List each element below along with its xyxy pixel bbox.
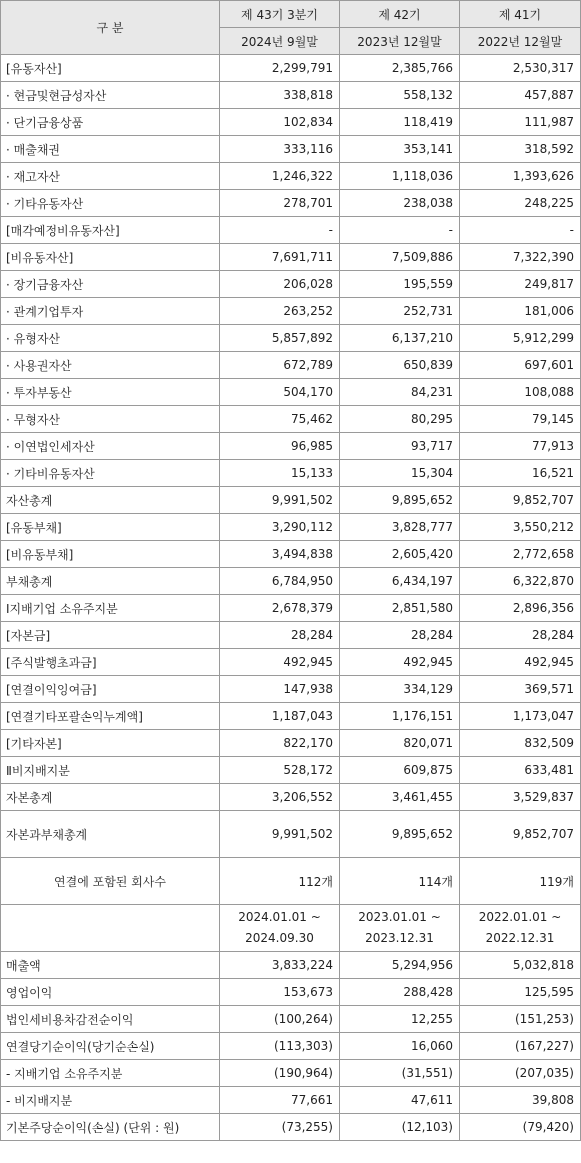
row-value: 3,550,212 xyxy=(460,514,581,541)
row-value: 318,592 xyxy=(460,136,581,163)
row-value: 39,808 xyxy=(460,1087,581,1114)
header-period: 제 43기 3분기 xyxy=(220,1,340,28)
row-value: 79,145 xyxy=(460,406,581,433)
row-value: 28,284 xyxy=(220,622,340,649)
table-row xyxy=(1,136,581,163)
row-value: 5,912,299 xyxy=(460,325,581,352)
row-value: 492,945 xyxy=(220,649,340,676)
row-label: - 비지배지분 xyxy=(1,1087,220,1114)
row-value: 153,673 xyxy=(220,979,340,1006)
table-row xyxy=(1,1114,581,1141)
row-value: 263,252 xyxy=(220,298,340,325)
row-value: 119개 xyxy=(460,858,581,905)
table-row xyxy=(1,55,581,82)
row-value: 333,116 xyxy=(220,136,340,163)
row-value: 96,985 xyxy=(220,433,340,460)
blank-cell xyxy=(1,905,220,952)
row-value: 206,028 xyxy=(220,271,340,298)
row-value: 5,032,818 xyxy=(460,952,581,979)
row-label: Ⅰ지배기업 소유주지분 xyxy=(1,595,220,622)
row-value: 2,896,356 xyxy=(460,595,581,622)
row-value: 1,118,036 xyxy=(340,163,460,190)
row-value: 558,132 xyxy=(340,82,460,109)
row-value: 3,290,112 xyxy=(220,514,340,541)
row-value: 1,393,626 xyxy=(460,163,581,190)
row-value: 6,137,210 xyxy=(340,325,460,352)
row-value: 457,887 xyxy=(460,82,581,109)
row-value: 5,294,956 xyxy=(340,952,460,979)
income-period-cell xyxy=(460,905,581,952)
table-row xyxy=(1,352,581,379)
table-row xyxy=(1,541,581,568)
row-value: 7,322,390 xyxy=(460,244,581,271)
row-value: 334,129 xyxy=(340,676,460,703)
header-period: 제 42기 xyxy=(340,1,460,28)
row-value: 528,172 xyxy=(220,757,340,784)
table-row xyxy=(1,163,581,190)
table-row xyxy=(1,379,581,406)
row-label: · 재고자산 xyxy=(1,163,220,190)
row-value: 2,385,766 xyxy=(340,55,460,82)
table-row xyxy=(1,979,581,1006)
row-value: 3,529,837 xyxy=(460,784,581,811)
row-value: 114개 xyxy=(340,858,460,905)
table-row xyxy=(1,271,581,298)
period-end: 2022.12.31 xyxy=(485,931,555,945)
header-date: 2022년 12월말 xyxy=(460,28,581,55)
row-label: Ⅱ비지배지분 xyxy=(1,757,220,784)
row-value: (73,255) xyxy=(220,1114,340,1141)
row-value: (31,551) xyxy=(340,1060,460,1087)
row-value: 9,991,502 xyxy=(220,487,340,514)
row-value: 147,938 xyxy=(220,676,340,703)
row-label: · 사용권자산 xyxy=(1,352,220,379)
row-value: 108,088 xyxy=(460,379,581,406)
row-value: 1,187,043 xyxy=(220,703,340,730)
table-row xyxy=(1,676,581,703)
row-value: 822,170 xyxy=(220,730,340,757)
period-start: 2022.01.01 ~ xyxy=(478,910,562,924)
row-value: 9,895,652 xyxy=(340,487,460,514)
table-row xyxy=(1,487,581,514)
row-value: 2,299,791 xyxy=(220,55,340,82)
row-value: 111,987 xyxy=(460,109,581,136)
row-value: 77,661 xyxy=(220,1087,340,1114)
table-row xyxy=(1,406,581,433)
row-value: 47,611 xyxy=(340,1087,460,1114)
table-row xyxy=(1,298,581,325)
period-start: 2023.01.01 ~ xyxy=(358,910,441,924)
row-label: · 이연법인세자산 xyxy=(1,433,220,460)
table-row xyxy=(1,952,581,979)
row-label: · 관계기업투자 xyxy=(1,298,220,325)
row-label: [연결기타포괄손익누계액] xyxy=(1,703,220,730)
row-value: 288,428 xyxy=(340,979,460,1006)
row-value: 3,206,552 xyxy=(220,784,340,811)
row-value: 16,521 xyxy=(460,460,581,487)
row-value: 672,789 xyxy=(220,352,340,379)
row-value: 7,509,886 xyxy=(340,244,460,271)
row-value: 353,141 xyxy=(340,136,460,163)
row-value: 77,913 xyxy=(460,433,581,460)
row-label: · 기타비유동자산 xyxy=(1,460,220,487)
row-value: 15,133 xyxy=(220,460,340,487)
row-value: 80,295 xyxy=(340,406,460,433)
row-value: 492,945 xyxy=(340,649,460,676)
row-value: 6,784,950 xyxy=(220,568,340,595)
row-value: 6,434,197 xyxy=(340,568,460,595)
row-value: 1,176,151 xyxy=(340,703,460,730)
row-value: (151,253) xyxy=(460,1006,581,1033)
row-value: 820,071 xyxy=(340,730,460,757)
row-value: 238,038 xyxy=(340,190,460,217)
row-value: 3,461,455 xyxy=(340,784,460,811)
row-value: 832,509 xyxy=(460,730,581,757)
row-value: 2,772,658 xyxy=(460,541,581,568)
row-value: (207,035) xyxy=(460,1060,581,1087)
row-label: 영업이익 xyxy=(1,979,220,1006)
row-label: · 기타유동자산 xyxy=(1,190,220,217)
row-value: 84,231 xyxy=(340,379,460,406)
income-period-cell xyxy=(220,905,340,952)
table-row xyxy=(1,460,581,487)
row-label: · 단기금융상품 xyxy=(1,109,220,136)
table-row xyxy=(1,784,581,811)
row-label: · 현금및현금성자산 xyxy=(1,82,220,109)
row-value: (113,303) xyxy=(220,1033,340,1060)
table-row xyxy=(1,433,581,460)
row-label: - 지배기업 소유주지분 xyxy=(1,1060,220,1087)
row-value: 338,818 xyxy=(220,82,340,109)
table-row xyxy=(1,1033,581,1060)
row-value: 1,173,047 xyxy=(460,703,581,730)
row-value: 2,678,379 xyxy=(220,595,340,622)
row-value: (12,103) xyxy=(340,1114,460,1141)
table-row xyxy=(1,514,581,541)
consolidated-companies-row xyxy=(1,858,581,905)
row-value: 2,851,580 xyxy=(340,595,460,622)
row-label: [매각예정비유동자산] xyxy=(1,217,220,244)
period-start: 2024.01.01 ~ xyxy=(238,910,321,924)
period-end: 2023.12.31 xyxy=(365,931,434,945)
income-period-cell xyxy=(340,905,460,952)
row-value: 1,246,322 xyxy=(220,163,340,190)
row-value: 3,833,224 xyxy=(220,952,340,979)
table-row xyxy=(1,1060,581,1087)
header-row-periods xyxy=(1,1,581,28)
row-label: 자산총계 xyxy=(1,487,220,514)
row-value: 504,170 xyxy=(220,379,340,406)
row-value: 15,304 xyxy=(340,460,460,487)
row-label: [주식발행초과금] xyxy=(1,649,220,676)
table-row xyxy=(1,82,581,109)
table-row xyxy=(1,1087,581,1114)
row-value: 28,284 xyxy=(340,622,460,649)
row-label: [자본금] xyxy=(1,622,220,649)
row-value: 633,481 xyxy=(460,757,581,784)
row-value: 697,601 xyxy=(460,352,581,379)
period-end: 2024.09.30 xyxy=(245,931,314,945)
row-label: · 유형자산 xyxy=(1,325,220,352)
table-row xyxy=(1,757,581,784)
table-row xyxy=(1,109,581,136)
row-value: 181,006 xyxy=(460,298,581,325)
row-value: 650,839 xyxy=(340,352,460,379)
row-value: 249,817 xyxy=(460,271,581,298)
row-value: - xyxy=(220,217,340,244)
row-value: 118,419 xyxy=(340,109,460,136)
row-value: 9,991,502 xyxy=(220,811,340,858)
row-value: 369,571 xyxy=(460,676,581,703)
row-label: [유동부채] xyxy=(1,514,220,541)
row-label: [비유동자산] xyxy=(1,244,220,271)
table-row xyxy=(1,568,581,595)
row-value: 9,852,707 xyxy=(460,487,581,514)
row-value: 16,060 xyxy=(340,1033,460,1060)
table-row xyxy=(1,730,581,757)
table-row xyxy=(1,1006,581,1033)
row-label: 자본과부채총계 xyxy=(1,811,220,858)
row-value: 2,530,317 xyxy=(460,55,581,82)
table-row xyxy=(1,244,581,271)
row-label: · 장기금융자산 xyxy=(1,271,220,298)
row-label: 매출액 xyxy=(1,952,220,979)
row-label: [기타자본] xyxy=(1,730,220,757)
row-value: 5,857,892 xyxy=(220,325,340,352)
row-value: (100,264) xyxy=(220,1006,340,1033)
row-label: · 무형자산 xyxy=(1,406,220,433)
row-label: · 투자부동산 xyxy=(1,379,220,406)
row-value: 102,834 xyxy=(220,109,340,136)
row-value: 28,284 xyxy=(460,622,581,649)
row-value: 252,731 xyxy=(340,298,460,325)
header-date: 2023년 12월말 xyxy=(340,28,460,55)
row-value: (190,964) xyxy=(220,1060,340,1087)
row-label: · 매출채권 xyxy=(1,136,220,163)
row-value: 7,691,711 xyxy=(220,244,340,271)
table-row xyxy=(1,703,581,730)
row-value: 75,462 xyxy=(220,406,340,433)
row-value: 278,701 xyxy=(220,190,340,217)
row-label: [유동자산] xyxy=(1,55,220,82)
table-row xyxy=(1,649,581,676)
income-period-row xyxy=(1,905,581,952)
row-label: 법인세비용차감전순이익 xyxy=(1,1006,220,1033)
row-value: 12,255 xyxy=(340,1006,460,1033)
row-value: 125,595 xyxy=(460,979,581,1006)
row-value: 6,322,870 xyxy=(460,568,581,595)
row-label: [비유동부채] xyxy=(1,541,220,568)
row-value: 248,225 xyxy=(460,190,581,217)
row-value: 9,895,652 xyxy=(340,811,460,858)
row-value: 195,559 xyxy=(340,271,460,298)
row-value: 93,717 xyxy=(340,433,460,460)
table-row xyxy=(1,595,581,622)
row-value: 3,494,838 xyxy=(220,541,340,568)
row-value: 609,875 xyxy=(340,757,460,784)
row-value: 112개 xyxy=(220,858,340,905)
row-label: 연결당기순이익(당기순손실) xyxy=(1,1033,220,1060)
table-row xyxy=(1,217,581,244)
row-value: 3,828,777 xyxy=(340,514,460,541)
total-liabilities-equity-row xyxy=(1,811,581,858)
table-row xyxy=(1,325,581,352)
row-label: 부채총계 xyxy=(1,568,220,595)
table-row xyxy=(1,190,581,217)
table-row xyxy=(1,622,581,649)
row-value: 2,605,420 xyxy=(340,541,460,568)
row-value: (79,420) xyxy=(460,1114,581,1141)
row-value: 9,852,707 xyxy=(460,811,581,858)
row-label: [연결이익잉여금] xyxy=(1,676,220,703)
row-value: 492,945 xyxy=(460,649,581,676)
row-label: 연결에 포함된 회사수 xyxy=(1,858,220,905)
row-value: - xyxy=(340,217,460,244)
row-label: 자본총계 xyxy=(1,784,220,811)
header-date: 2024년 9월말 xyxy=(220,28,340,55)
header-category: 구 분 xyxy=(1,1,220,55)
row-value: - xyxy=(460,217,581,244)
header-period: 제 41기 xyxy=(460,1,581,28)
row-value: (167,227) xyxy=(460,1033,581,1060)
row-label: 기본주당순이익(손실) (단위 : 원) xyxy=(1,1114,220,1141)
